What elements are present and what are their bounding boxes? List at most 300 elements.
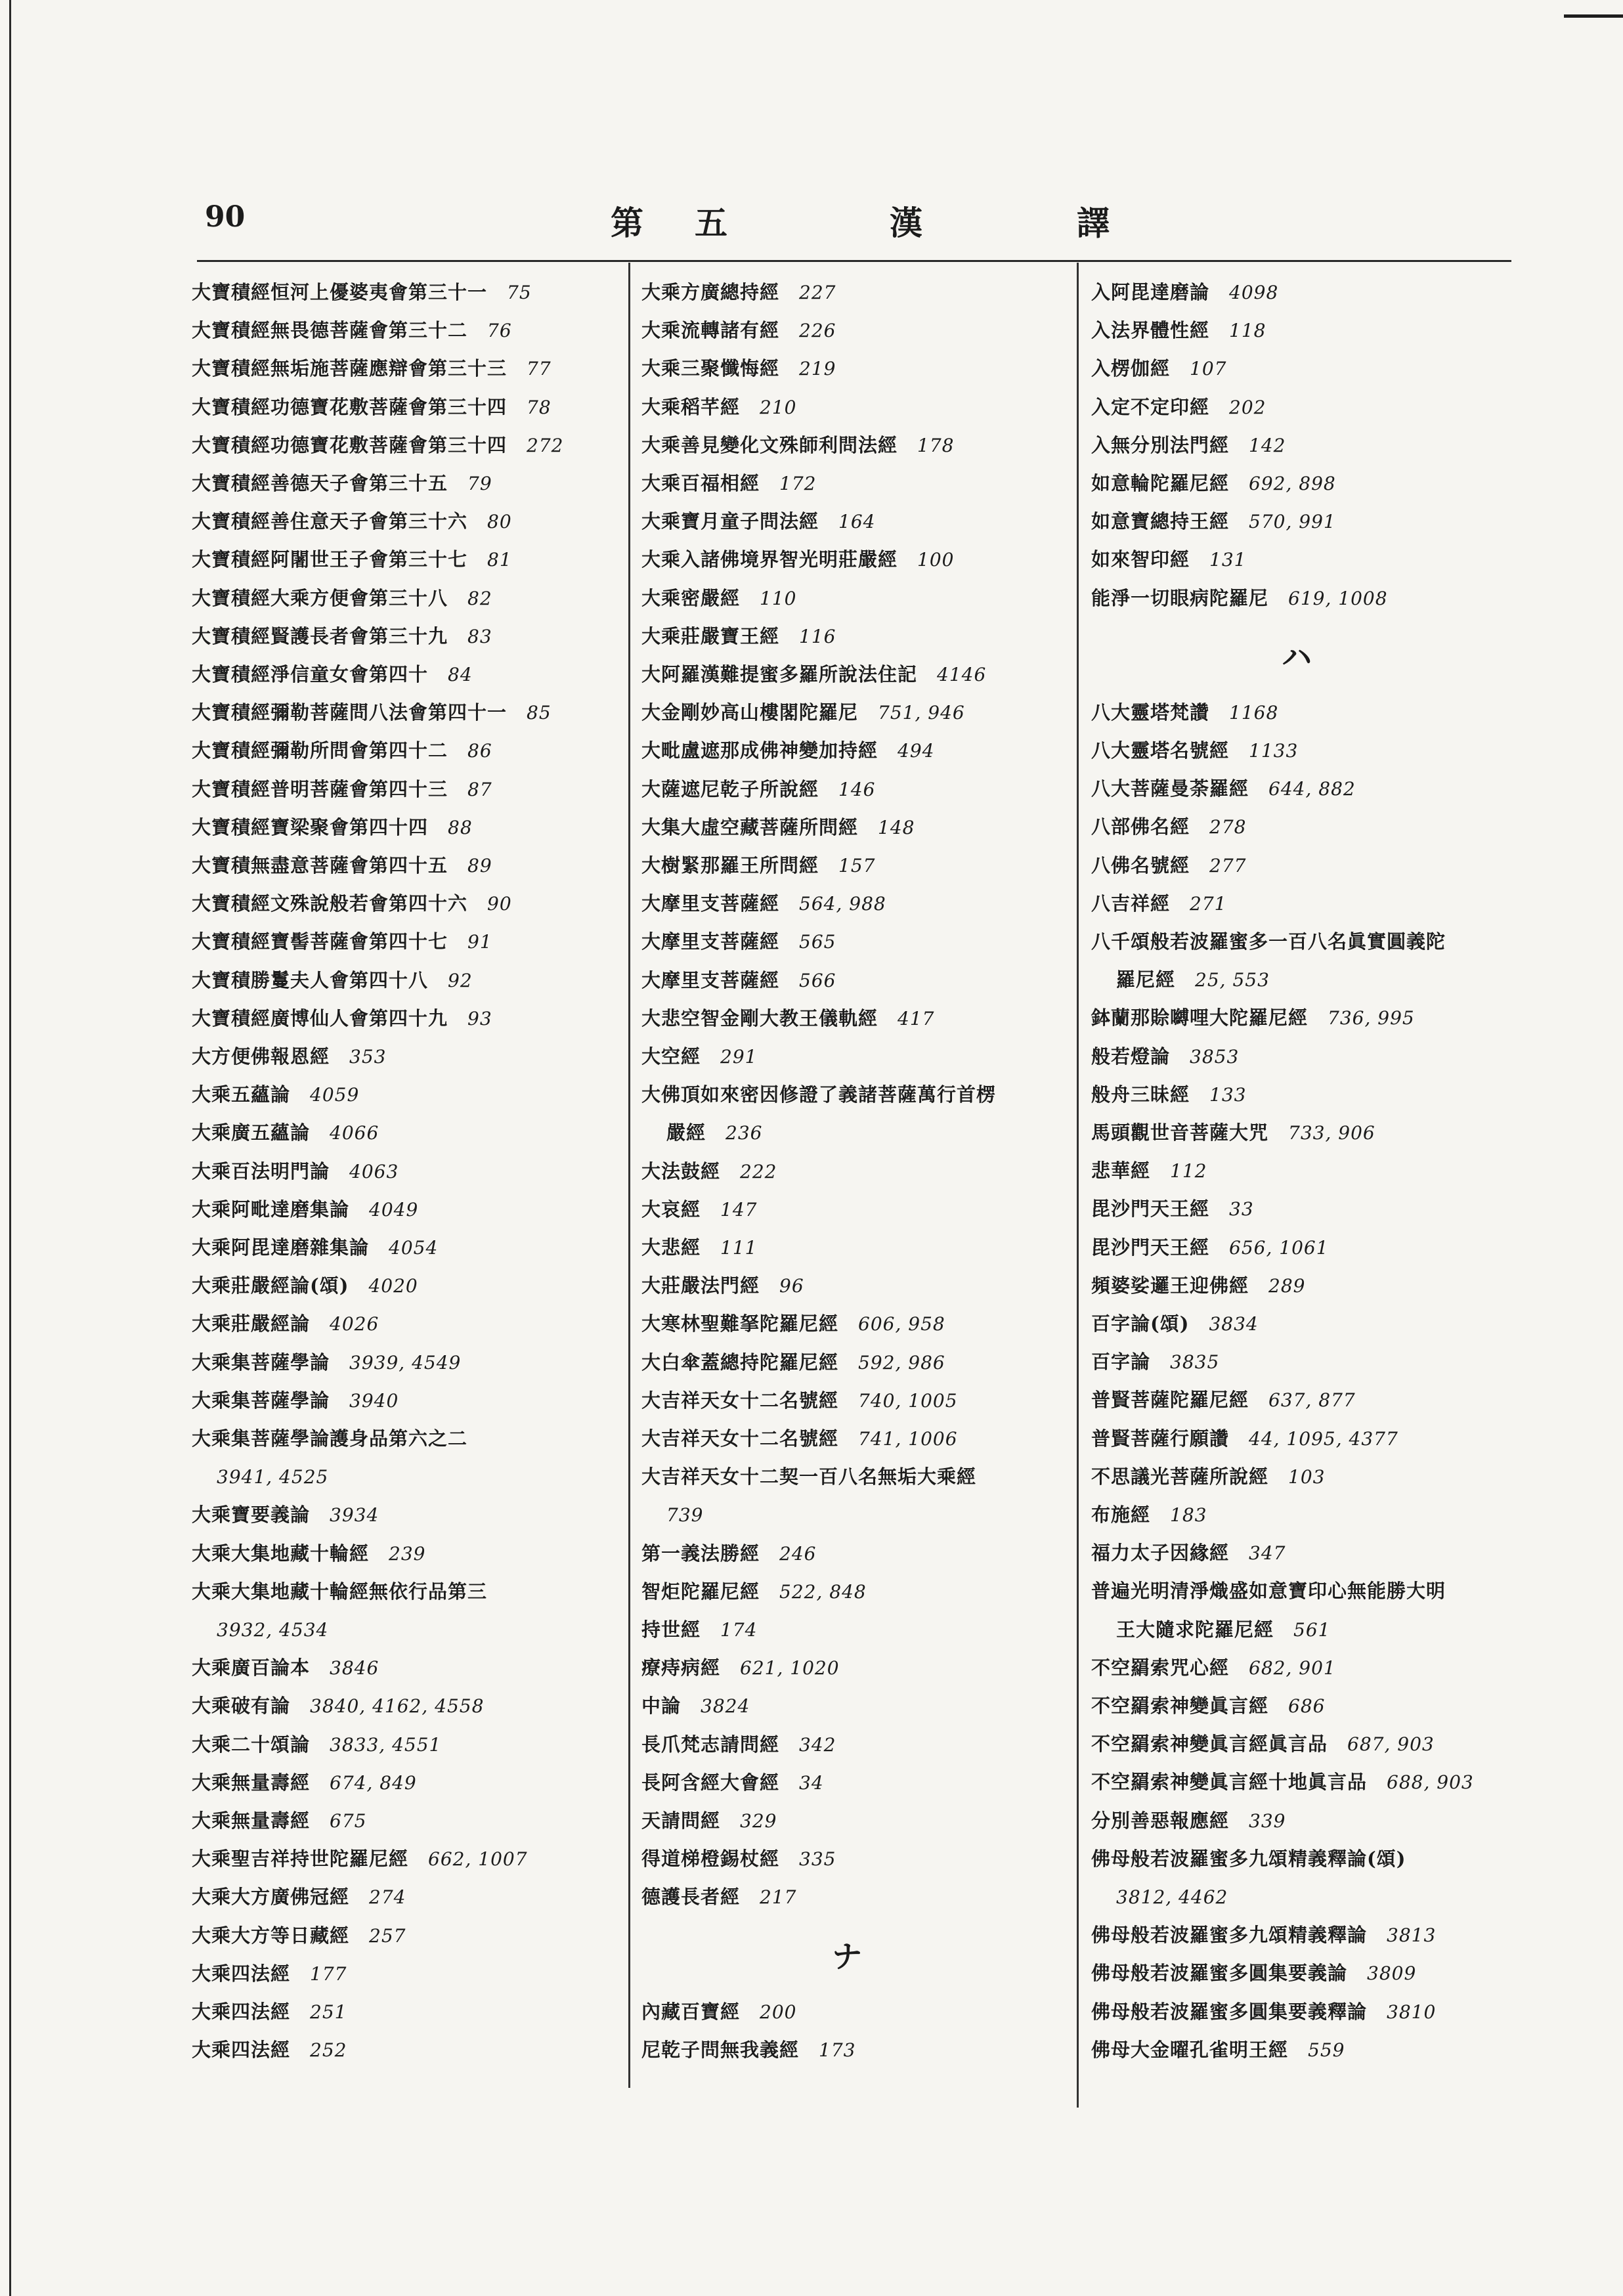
index-entry (641, 1310, 945, 1337)
entry-title: 般舟三昧經 (1091, 1083, 1190, 1106)
entry-title: 普遍光明清淨熾盛如意寶印心無能勝大明 (1091, 1580, 1446, 1603)
index-entry (1091, 1196, 1254, 1223)
index-entry (641, 1234, 757, 1261)
entry-number: 116 (799, 625, 836, 647)
index-entry (192, 661, 473, 688)
entry-number: 78 (527, 396, 552, 418)
index-entry (666, 1502, 703, 1528)
entry-title: 如意輪陀羅尼經 (1091, 472, 1230, 494)
entry-number: 200 (760, 2001, 797, 2023)
index-entry (1091, 470, 1336, 497)
index-entry (641, 623, 836, 650)
entry-title: 佛母大金曜孔雀明王經 (1091, 2038, 1289, 2061)
index-entry (192, 1693, 484, 1720)
entry-title: 大乘五蘊論 (192, 1083, 291, 1106)
entry-number: 79 (467, 473, 492, 494)
entry-number: 339 (1249, 1809, 1286, 1832)
entry-title: 大乘善見變化文殊師利問法經 (641, 433, 898, 456)
entry-title: 大寶積經寶髻菩薩會第四十七 (192, 930, 448, 953)
entry-title: 大寶積經廣博仙人會第四十九 (192, 1007, 448, 1029)
entry-title: 布施經 (1091, 1504, 1151, 1526)
entry-number: 271 (1190, 892, 1227, 915)
entry-title: 大乘大集地藏十輪經 (192, 1542, 370, 1565)
entry-title: 大乘無量壽經 (192, 1771, 311, 1794)
entry-title: 大寶積經文殊說般若會第四十六 (192, 892, 468, 915)
entry-number: 246 (779, 1542, 817, 1565)
index-entry (1091, 737, 1298, 764)
entry-title: 大摩里支菩薩經 (641, 930, 780, 953)
entry-title: 大摩里支菩薩經 (641, 968, 780, 991)
index-entry (1091, 890, 1226, 917)
entry-title: 入法界體性經 (1091, 319, 1210, 342)
entry-number: 87 (467, 778, 492, 800)
index-entry (641, 852, 875, 879)
entry-title: 大乘阿毗達磨集論 (192, 1198, 350, 1221)
entry-number: 3834 (1209, 1313, 1259, 1335)
entry-number: 75 (507, 282, 532, 303)
entry-title: 大乘百法明門論 (192, 1159, 330, 1182)
entry-number: 227 (799, 282, 836, 303)
entry-number: 329 (740, 1810, 777, 1832)
index-entry (641, 1349, 945, 1376)
entry-number: 103 (1288, 1465, 1326, 1488)
entry-number: 733, 906 (1288, 1122, 1375, 1144)
entry-number: 183 (1170, 1504, 1207, 1526)
index-entry (192, 1769, 417, 1796)
entry-title: 八佛名號經 (1091, 854, 1190, 877)
entry-number: 570, 991 (1249, 511, 1336, 533)
column-divider-1 (628, 263, 630, 2088)
entry-title: 大吉祥天女十二契一百八名無垢大乘經 (641, 1465, 977, 1488)
entry-number: 751, 946 (878, 702, 965, 724)
entry-number: 93 (467, 1007, 492, 1029)
entry-title: 天請問經 (641, 1809, 721, 1832)
entry-title: 大乘大方廣佛冠經 (192, 1886, 350, 1909)
entry-number: 96 (779, 1275, 804, 1297)
index-entry (192, 1081, 359, 1108)
index-entry (192, 1578, 507, 1605)
entry-number: 236 (725, 1122, 763, 1144)
entry-title: 羅尼經 (1116, 968, 1176, 991)
entry-title: 大乘阿毘達磨雜集論 (192, 1236, 370, 1259)
index-entry (192, 1846, 528, 1873)
entry-title: 大乘莊嚴經論(頌) (192, 1274, 349, 1297)
entry-number: 86 (467, 740, 492, 762)
entry-number: 3833, 4551 (330, 1733, 442, 1756)
entry-number: 89 (467, 855, 492, 877)
entry-title: 普賢菩薩行願讚 (1091, 1427, 1230, 1450)
entry-number: 682, 901 (1249, 1657, 1336, 1679)
index-entry (641, 508, 875, 535)
header-char-1: 第 (611, 204, 643, 242)
entry-number: 146 (838, 778, 876, 800)
index-entry (1091, 1846, 1425, 1872)
index-entry (1091, 355, 1226, 382)
entry-title: 能淨一切眼病陀羅尼 (1091, 586, 1269, 609)
entry-number: 174 (720, 1619, 758, 1641)
entry-number: 3853 (1190, 1045, 1240, 1068)
index-entry (192, 279, 532, 306)
entry-number: 88 (448, 816, 473, 838)
index-entry (641, 1731, 836, 1758)
entry-title: 大寶積經功德寶花敷菩薩會第三十四 (192, 395, 508, 418)
index-entry (192, 1655, 379, 1681)
index-entry (192, 1158, 399, 1185)
index-entry (641, 317, 836, 344)
entry-title: 大莊嚴法門經 (641, 1274, 760, 1297)
header-char-3: 漢 (890, 204, 922, 242)
entry-number: 272 (527, 434, 564, 456)
entry-title: 大寶積經善德天子會第三十五 (192, 472, 448, 494)
entry-title: 尼乾子問無我義經 (641, 2038, 800, 2061)
entry-number: 559 (1308, 2039, 1345, 2061)
index-entry (641, 1425, 958, 1452)
entry-number: 692, 898 (1249, 473, 1336, 494)
index-entry (641, 890, 886, 917)
entry-title: 大乘寶要義論 (192, 1504, 311, 1527)
index-entry (641, 1808, 777, 1834)
entry-number: 85 (527, 702, 552, 724)
entry-number: 148 (878, 816, 915, 838)
entry-title: 頻婆娑邏王迎佛經 (1091, 1274, 1249, 1297)
entry-title: 第一義法勝經 (641, 1542, 760, 1565)
entry-number: 81 (487, 549, 512, 571)
entry-title: 佛母般若波羅蜜多圓集要義釋論 (1091, 2000, 1368, 2023)
entry-title: 大乘聖吉祥持世陀羅尼經 (192, 1848, 409, 1871)
index-entry (192, 432, 563, 459)
entry-number: 118 (1229, 320, 1266, 342)
entry-title: 大寶積經善住意天子會第三十六 (192, 510, 468, 533)
header-char-2: 五 (695, 204, 727, 242)
index-entry (192, 355, 552, 382)
index-entry (192, 814, 473, 841)
index-entry (217, 1616, 328, 1643)
index-entry (641, 470, 816, 497)
entry-number: 4098 (1229, 282, 1279, 303)
entry-number: 289 (1268, 1274, 1306, 1297)
entry-number: 147 (720, 1198, 758, 1221)
entry-number: 164 (838, 511, 876, 533)
entry-number: 251 (310, 2001, 347, 2023)
entry-number: 644, 882 (1268, 778, 1356, 800)
entry-number: 172 (779, 473, 817, 494)
index-entry (1091, 279, 1278, 306)
entry-number: 621, 1020 (740, 1657, 840, 1679)
entry-title: 大寶積經大乘方便會第三十八 (192, 586, 448, 609)
index-entry (641, 1769, 824, 1796)
entry-number: 34 (799, 1771, 824, 1794)
entry-number: 217 (760, 1886, 797, 1909)
entry-title: 入阿毘達磨論 (1091, 281, 1210, 303)
entry-title: 大乘破有論 (192, 1695, 291, 1718)
index-entry (192, 1731, 441, 1758)
entry-title: 悲華經 (1091, 1159, 1151, 1182)
index-entry (1091, 1540, 1286, 1567)
entry-title: 大集大虛空藏菩薩所問經 (641, 815, 859, 838)
entry-title: 大毗盧遮那成佛神變加持經 (641, 739, 878, 762)
entry-title: 嚴經 (666, 1121, 706, 1144)
header-rule (197, 260, 1511, 262)
entry-title: 大乘四法經 (192, 1962, 291, 1985)
index-entry (1091, 1463, 1325, 1490)
entry-title: 大寶積經無畏德菩薩會第三十二 (192, 319, 468, 342)
entry-title: 大寶積經普明菩薩會第四十三 (192, 777, 448, 800)
entry-number: 688, 903 (1387, 1771, 1474, 1794)
entry-number: 494 (898, 740, 935, 762)
entry-title: 不空羂索神變眞言經十地眞言品 (1091, 1771, 1368, 1794)
index-entry (641, 1196, 757, 1223)
entry-number: 3835 (1170, 1351, 1220, 1374)
entry-title: 不空羂索咒心經 (1091, 1656, 1230, 1679)
entry-number: 252 (310, 2039, 347, 2062)
entry-title: 大乘無量壽經 (192, 1809, 311, 1832)
entry-number: 675 (330, 1810, 367, 1832)
index-entry (641, 1655, 840, 1681)
entry-title: 德護長者經 (641, 1886, 741, 1909)
index-entry (192, 1425, 487, 1452)
index-entry (192, 1808, 366, 1834)
entry-number: 80 (487, 511, 512, 533)
index-entry (1091, 1999, 1436, 2025)
entry-title: 大乘集菩薩學論 (192, 1351, 330, 1374)
entry-number: 278 (1209, 816, 1247, 838)
index-entry (192, 317, 512, 344)
entry-number: 111 (720, 1237, 758, 1259)
entry-number: 4049 (369, 1198, 419, 1221)
entry-title: 大乘四法經 (192, 2001, 291, 2023)
index-entry (192, 1540, 425, 1567)
index-entry (1091, 508, 1336, 535)
entry-title: 八吉祥經 (1091, 892, 1171, 915)
entry-number: 592, 986 (858, 1351, 945, 1374)
entry-number: 674, 849 (330, 1771, 417, 1794)
entry-number: 3932, 4534 (217, 1619, 329, 1641)
index-entry (192, 470, 492, 497)
index-entry (192, 1884, 406, 1911)
index-entry (641, 1846, 836, 1873)
index-entry (641, 1616, 757, 1643)
index-entry (192, 2037, 347, 2064)
entry-number: 417 (898, 1007, 935, 1029)
entry-number: 219 (799, 358, 836, 380)
index-entry (641, 1578, 867, 1605)
entry-title: 大寶積無盡意菩薩會第四十五 (192, 854, 448, 877)
entry-number: 736, 995 (1328, 1007, 1415, 1029)
entry-title: 佛母般若波羅蜜多九頌精義釋論 (1091, 1924, 1368, 1947)
index-entry (192, 890, 512, 917)
entry-title: 大乘百福相經 (641, 472, 760, 494)
entry-title: 毘沙門天王經 (1091, 1236, 1210, 1259)
entry-title: 鉢蘭那賒嚩哩大陀羅尼經 (1091, 1007, 1309, 1029)
index-entry (192, 776, 492, 803)
entry-title: 不空羂索神變眞言經眞言品 (1091, 1733, 1328, 1756)
index-entry (1091, 1960, 1416, 1987)
index-entry (641, 394, 796, 421)
entry-title: 百字論 (1091, 1351, 1151, 1374)
entry-title: 療痔病經 (641, 1657, 721, 1679)
index-entry (1091, 432, 1286, 459)
index-entry (192, 1310, 379, 1337)
index-entry (1091, 394, 1266, 421)
index-entry (1091, 1731, 1435, 1758)
index-entry (192, 623, 492, 650)
entry-title: 馬頭觀世音菩薩大咒 (1091, 1121, 1269, 1144)
entry-number: 3940 (349, 1389, 399, 1412)
entry-title: 中論 (641, 1695, 682, 1718)
entry-title: 佛母般若波羅蜜多圓集要義論 (1091, 1962, 1348, 1985)
entry-title: 長阿含經大會經 (641, 1771, 780, 1794)
header-char-4: 譯 (1077, 204, 1110, 242)
entry-title: 大乘二十頌論 (192, 1733, 311, 1756)
index-entry (1091, 1005, 1415, 1031)
entry-title: 八大菩薩曼荼羅經 (1091, 777, 1249, 800)
index-entry (641, 1999, 796, 2025)
entry-title: 如來智印經 (1091, 548, 1190, 571)
entry-number: 4066 (330, 1122, 379, 1144)
entry-number: 157 (838, 855, 876, 877)
entry-number: 4054 (389, 1237, 439, 1259)
index-entry (1091, 1119, 1375, 1146)
index-entry (1116, 1884, 1228, 1911)
entry-number: 739 (666, 1504, 704, 1527)
entry-number: 3840, 4162, 4558 (310, 1695, 485, 1718)
entry-title: 八大靈塔名號經 (1091, 739, 1230, 762)
entry-number: 112 (1170, 1160, 1207, 1182)
index-entry (1091, 317, 1266, 344)
entry-number: 3934 (330, 1504, 379, 1527)
entry-title: 大乘廣百論本 (192, 1657, 311, 1679)
entry-number: 90 (487, 893, 512, 915)
index-entry (641, 776, 875, 803)
entry-number: 687, 903 (1347, 1733, 1435, 1756)
index-entry (192, 1119, 379, 1146)
index-entry (641, 279, 836, 306)
entry-title: 大寶積經恒河上優婆夷會第三十一 (192, 281, 488, 303)
index-entry (1091, 1502, 1207, 1528)
page-number: 90 (205, 200, 246, 234)
index-entry (192, 1196, 418, 1223)
entry-title: 王大隨求陀羅尼經 (1116, 1618, 1274, 1641)
index-entry (1091, 1693, 1325, 1720)
index-entry (192, 1922, 406, 1949)
index-entry (641, 1005, 934, 1032)
entry-title: 大乘廣五蘊論 (192, 1121, 311, 1144)
index-entry (192, 394, 552, 421)
index-entry (1091, 546, 1246, 573)
entry-number: 565 (799, 931, 836, 953)
entry-title: 大乘莊嚴經論 (192, 1312, 311, 1335)
entry-title: 大寶積經彌勒所問會第四十二 (192, 739, 448, 762)
index-entry (641, 1884, 796, 1911)
entry-number: 84 (448, 664, 473, 685)
index-entry (1091, 1425, 1398, 1452)
entry-title: 大乘四法經 (192, 2039, 291, 2062)
index-entry (192, 1349, 461, 1376)
entry-title: 大乘集菩薩學論 (192, 1389, 330, 1412)
index-entry (1091, 813, 1246, 840)
entry-number: 222 (740, 1160, 777, 1182)
column-divider-2 (1077, 263, 1079, 2108)
index-entry (641, 699, 965, 726)
entry-title: 如意寶總持王經 (1091, 510, 1230, 533)
entry-number: 353 (349, 1046, 387, 1068)
index-entry (192, 928, 492, 955)
index-entry (641, 1540, 816, 1567)
entry-title: 分別善惡報應經 (1091, 1809, 1230, 1832)
entry-number: 91 (467, 931, 492, 953)
index-entry (641, 1387, 958, 1414)
entry-number: 740, 1005 (858, 1389, 958, 1412)
index-entry (641, 814, 915, 841)
entry-number: 173 (819, 2039, 856, 2061)
index-entry (192, 1005, 492, 1032)
entry-number: 92 (448, 969, 473, 991)
entry-title: 大寶積經無垢施菩薩應辯會第三十三 (192, 357, 508, 380)
entry-number: 44, 1095, 4377 (1249, 1427, 1398, 1450)
entry-number: 3809 (1367, 1962, 1417, 1985)
index-entry (641, 585, 796, 612)
index-entry (1091, 585, 1388, 612)
entry-title: 入定不定印經 (1091, 395, 1210, 418)
entry-title: 百字論(頌) (1091, 1312, 1190, 1335)
entry-number: 3846 (330, 1657, 379, 1679)
entry-title: 佛母般若波羅蜜多九頌精義釋論(頌) (1091, 1847, 1406, 1870)
entry-title: 入楞伽經 (1091, 357, 1171, 380)
entry-title: 大摩里支菩薩經 (641, 892, 780, 915)
index-entry (1091, 1272, 1305, 1299)
index-entry (1091, 1655, 1336, 1681)
entry-number: 561 (1293, 1618, 1331, 1641)
entry-title: 大薩遮尼乾子所說經 (641, 777, 819, 800)
entry-title: 大乘莊嚴寶王經 (641, 624, 780, 647)
entry-title: 大樹緊那羅王所問經 (641, 854, 819, 877)
entry-number: 686 (1288, 1695, 1326, 1717)
entry-title: 大乘大方等日藏經 (192, 1924, 350, 1947)
entry-number: 4026 (330, 1313, 379, 1335)
page-edge-line (9, 0, 11, 2296)
entry-title: 福力太子因緣經 (1091, 1542, 1230, 1565)
entry-title: 大乘稻芊經 (641, 395, 741, 418)
running-header (611, 197, 1116, 242)
index-entry (192, 1272, 418, 1299)
index-entry (192, 546, 512, 573)
index-entry (217, 1463, 328, 1490)
index-entry (1091, 1922, 1436, 1949)
index-entry (641, 1081, 1016, 1108)
index-entry (1116, 1616, 1330, 1643)
entry-number: 131 (1209, 549, 1247, 571)
entry-title: 大乘寶月童子問法經 (641, 510, 819, 533)
index-entry (1091, 1769, 1474, 1796)
section-heading: ハ (1282, 639, 1312, 675)
entry-number: 1133 (1249, 740, 1299, 762)
entry-title: 大寶積經功德寶花敷菩薩會第三十四 (192, 433, 508, 456)
entry-title: 大寶積經賢護長者會第三十九 (192, 624, 448, 647)
entry-number: 4146 (937, 664, 987, 685)
index-entry (641, 432, 954, 459)
entry-title: 得道梯橙錫杖經 (641, 1848, 780, 1871)
entry-title: 大悲經 (641, 1236, 701, 1259)
entry-title: 大哀經 (641, 1198, 701, 1221)
index-entry (192, 585, 492, 612)
entry-number: 522, 848 (779, 1580, 867, 1603)
index-entry (641, 928, 836, 955)
index-entry (192, 1999, 347, 2025)
entry-number: 3810 (1387, 2001, 1437, 2023)
entry-title: 智炬陀羅尼經 (641, 1580, 760, 1603)
entry-title: 持世經 (641, 1618, 701, 1641)
entry-title: 八大靈塔梵讚 (1091, 701, 1210, 724)
